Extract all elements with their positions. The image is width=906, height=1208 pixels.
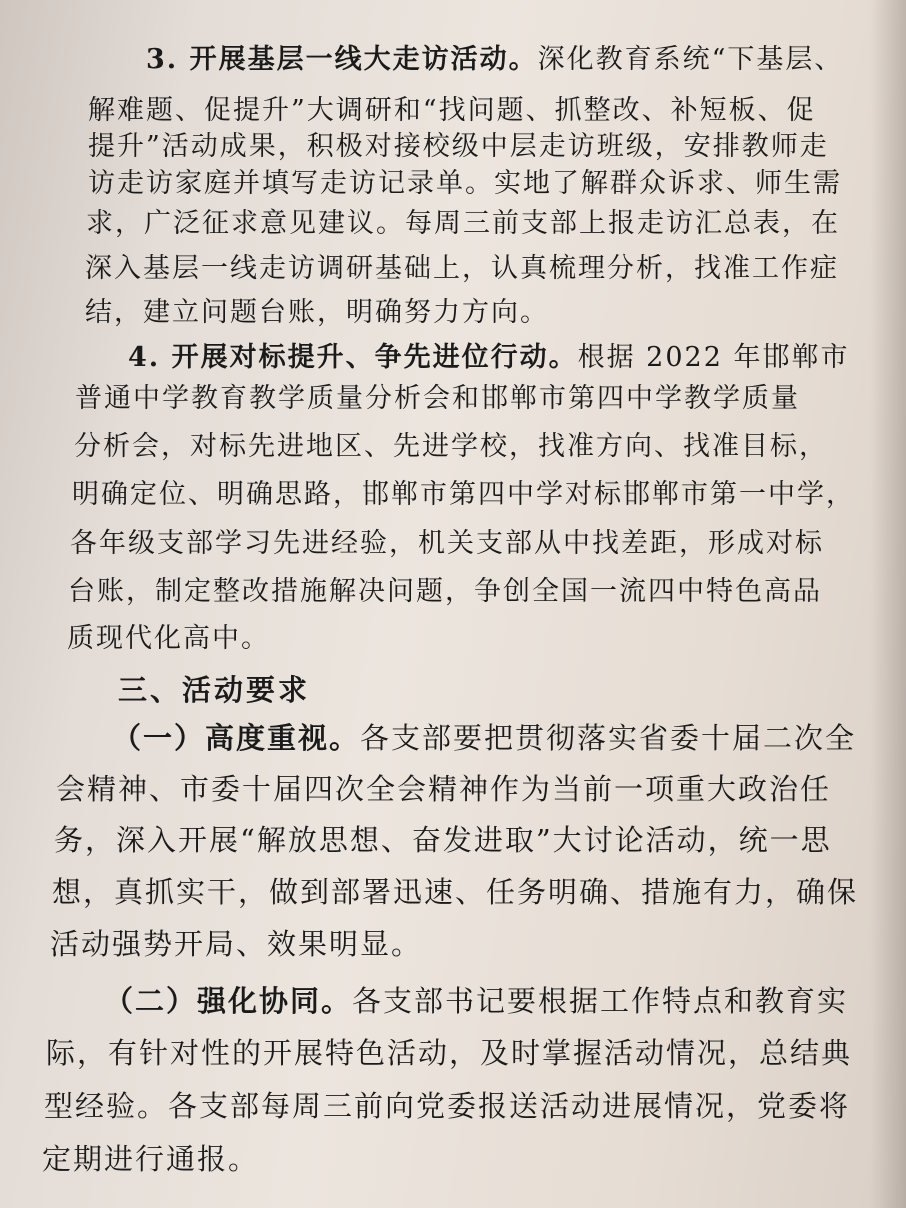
subsection-1-line-2: 会精神、市委十届四次全会精神作为当前一项重大政治任 [56,772,832,806]
paragraph-3-line-1 [146,46,843,73]
paragraph-3-line-3: 提升”活动成果，积极对接校级中层走访班级，安排教师走 [88,131,829,162]
paragraph-4-line-5: 各年级支部学习先进经验，机关支部从中找差距，形成对标 [70,528,824,559]
paragraph-3-line-5: 求，广泛征求意见建议。每周三前支部上报走访汇总表，在 [86,208,840,239]
paragraph-3-line-4: 访走访家庭并填写走访记录单。实地了解群众诉求、师生需 [88,168,842,199]
paragraph-4-line-3: 分析会，对标先进地区、先进学校，找准方向、找准目标， [74,431,828,462]
paragraph-3-line-6: 深入基层一线走访调研基础上，认真梳理分析，找准工作症 [85,253,839,284]
paragraph-4-line-4: 明确定位、明确思路，邯郸市第四中学对标邯郸市第一中学， [72,479,855,510]
paragraph-4-line-7: 质现代化高中。 [67,623,270,654]
paragraph-4-text: 根据 2022 年邯郸市 [577,342,850,373]
subsection-1-line-1 [112,721,857,755]
paragraph-4-line-1 [128,344,849,371]
paragraph-4-line-6: 台账，制定整改措施解决问题，争创全国一流四中特色高品 [68,576,822,607]
subsection-1-text: 各支部要把贯彻落实省委十届二次全 [360,721,857,755]
subsection-1-line-5: 活动强势开局、效果明显。 [50,927,423,961]
paragraph-3-line-7: 结，建立问题台账，明确努力方向。 [85,297,549,328]
paragraph-3-text: 深化教育系统“下基层、 [537,44,844,75]
subsection-2-line-1 [104,984,849,1018]
subsection-2-line-3: 型经验。各支部每周三前向党委报送活动进展情况，党委将 [44,1089,851,1123]
subsection-1-lead: （一）高度重视。 [112,721,361,755]
paragraph-4-lead: 4. 开展对标提升、争先进位行动。 [128,342,578,373]
subsection-2-line-2: 际，有针对性的开展特色活动，及时掌握活动情况，总结典 [46,1036,853,1070]
subsection-2-line-4: 定期进行通报。 [42,1142,260,1176]
paragraph-3-line-2: 解难题、促提升”大调研和“找问题、抓整改、补短板、促 [88,95,816,126]
paragraph-4-line-2: 普通中学教育教学质量分析会和邯郸市第四中学教学质量 [75,383,800,414]
subsection-1-line-4: 想，真抓实干，做到部署迅速、任务明确、措施有力，确保 [52,875,859,909]
paragraph-3-lead: 3. 开展基层一线大走访活动。 [146,44,538,75]
section-heading: 三、活动要求 [118,673,311,707]
subsection-1-line-3: 务，深入开展“解放思想、奋发进取”大讨论活动，统一思 [54,823,832,857]
subsection-2-text: 各支部书记要根据工作特点和教育实 [352,984,849,1018]
subsection-2-lead: （二）强化协同。 [104,984,353,1018]
